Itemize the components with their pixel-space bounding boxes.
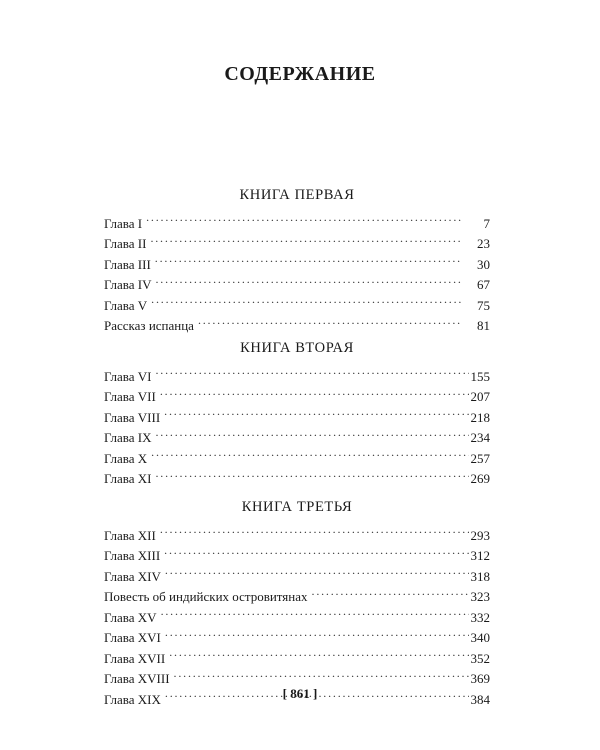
toc-entry-page: 332 [470,609,490,625]
page-number [0,686,600,702]
toc-entry-page: 67 [477,277,490,292]
book-section-2 [104,336,490,486]
toc-entry-label: Глава IV [104,277,152,292]
toc-entry[interactable] [104,360,490,384]
dot-leader [156,269,463,290]
toc-entry-page: 257 [470,450,490,466]
toc-entry-page: 234 [470,430,490,445]
book-heading: КНИГА ВТОРАЯ [240,340,354,356]
toc-entry-label: Глава XVII [104,650,166,666]
folio-number: 861 [290,686,310,701]
toc-entry[interactable] [104,248,490,272]
toc-entry-label: Глава XI [104,471,152,486]
toc-entry-label: Глава XV [104,609,157,625]
dot-leader [150,228,462,249]
toc-entry-label: Глава XII [104,527,156,543]
toc-entry-page: 340 [470,630,490,645]
dot-leader [160,519,469,540]
dot-leader [174,663,469,684]
toc-entry-label: Глава XIII [104,548,161,563]
dot-leader [164,540,468,561]
toc-entry[interactable] [104,289,490,313]
toc-entry[interactable] [104,422,490,443]
book-section-1 [104,183,490,333]
page-title: СОДЕРЖАНИЕ [224,63,376,85]
toc-entry-page: 269 [470,471,490,486]
toc-entry[interactable] [104,269,490,290]
folio-open-bracket: [ [282,686,287,701]
toc-entry-label: Глава V [104,297,148,313]
dot-leader [165,560,469,581]
toc-entry-page: 7 [483,215,490,231]
dot-leader [169,642,468,663]
dot-leader [198,310,462,331]
toc-entry-page: 218 [470,409,490,425]
toc-entry-label: Глава X [104,450,148,466]
toc-entry-label: Рассказ испанца [104,318,194,333]
dot-leader [160,381,469,402]
toc-entry-page: 81 [477,318,490,333]
book-heading: КНИГА ТРЕТЬЯ [241,499,353,515]
dot-leader [156,463,469,484]
toc-entry-label: Глава II [104,236,147,251]
toc-entry-page: 312 [470,548,490,563]
toc-entry-label: Глава XIX [104,691,161,707]
toc-entry[interactable] [104,622,490,643]
toc-entry[interactable] [104,207,490,231]
toc-entry-label: Глава III [104,256,151,272]
toc-entry-page: 293 [470,527,490,543]
toc-entry-label: Глава VII [104,389,156,404]
toc-entry[interactable] [104,463,490,484]
dot-leader [155,248,462,269]
dot-leader [151,289,462,310]
toc-entry-page: 23 [477,236,490,251]
toc-entry-page: 318 [470,568,490,584]
toc-entry-label: Повесть об индийских островитянах [104,589,308,604]
table-of-contents [104,183,490,707]
toc-entry-page: 75 [477,297,490,313]
toc-entry-label: Глава VI [104,368,152,384]
dot-leader [151,442,468,463]
toc-entry-page: 352 [470,650,490,666]
toc-entry-label: Глава IX [104,430,152,445]
toc-entry[interactable] [104,540,490,561]
toc-entry-label: Глава XVIII [104,671,170,686]
dot-leader [312,581,469,602]
toc-entry[interactable] [104,381,490,402]
toc-entry[interactable] [104,442,490,466]
toc-entry-page: 369 [470,671,490,686]
toc-entry-page: 384 [470,691,490,707]
toc-entry[interactable] [104,228,490,249]
toc-entry-label: Глава VIII [104,409,161,425]
toc-entry-label: Глава I [104,215,143,231]
toc-entry-page: 30 [477,256,490,272]
toc-entry-page: 207 [470,389,490,404]
toc-entry[interactable] [104,519,490,543]
toc-entry[interactable] [104,401,490,425]
book-section-3 [104,495,490,707]
dot-leader [164,401,468,422]
toc-entry[interactable] [104,601,490,625]
toc-entry[interactable] [104,310,490,331]
toc-entry-label: Глава XVI [104,630,161,645]
dot-leader [165,622,469,643]
dot-leader [156,360,469,381]
dot-leader [156,422,469,443]
book-heading: КНИГА ПЕРВАЯ [239,187,355,203]
toc-entry-page: 155 [470,368,490,384]
folio-close-bracket: ] [313,686,318,701]
dot-leader [161,601,469,622]
toc-entry-page: 323 [470,589,490,604]
dot-leader [146,207,462,228]
toc-entry-label: Глава XIV [104,568,161,584]
